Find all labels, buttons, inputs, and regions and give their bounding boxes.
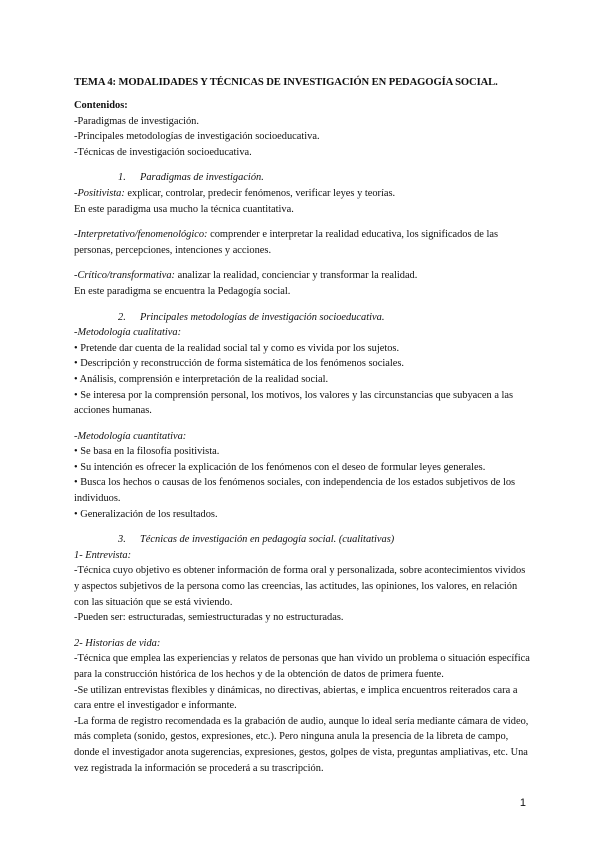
list-item: • Generalización de los resultados. [74, 508, 218, 520]
section-3-heading [74, 532, 530, 548]
list-item: • Se interesa por la comprensión personal, los motivos, los valores y las circunstancias que subyacen a las acciones humanas. [74, 389, 514, 417]
section-title: Principales metodologías de investigación socioeducativa. [140, 311, 385, 323]
subheading-cuantitativa: -Metodología cuantitativa: [74, 430, 187, 442]
paragraph: -La forma de registro recomendada es la grabación de audio, aunque lo ideal sería mediante cámara de video, más completa (sonido, gestos, expresiones, etc.). Pero ninguna anula la presencia de la libreta de campo, donde el investigador anota sugerencias, expresiones, gestos, golpes de vista, preguntas ampliativas, etc. Una vez registrada la información se procederá a su trascripción. [74, 715, 529, 774]
paragraph: -Pueden ser: estructuradas, semiestructuradas y no estructuradas. [74, 612, 344, 624]
section-title: Paradigmas de investigación. [140, 172, 264, 184]
term-text: analizar la realidad, concienciar y transformar la realidad. [175, 270, 418, 282]
contents-item: -Principales metodologías de investigación socioeducativa. [74, 131, 320, 143]
contents-heading: Contenidos: [74, 100, 128, 111]
paragraph-note: En este paradigma se encuentra la Pedagogía social. [74, 285, 291, 297]
paragraph-positivista [74, 186, 530, 202]
term-text: comprender e interpretar la realidad educativa, los significados de las personas, percepciones, intenciones y acciones. [74, 229, 499, 256]
section-2-heading [74, 310, 530, 326]
list-item: • Se basa en la filosofía positivista. [74, 446, 220, 458]
list-item: • Pretende dar cuenta de la realidad social tal y como es vivida por los sujetos. [74, 342, 400, 354]
term-label: -Crítico/transformativa: [74, 270, 176, 282]
section-title: Técnicas de investigación en pedagogía social. (cualitativas) [140, 534, 395, 546]
paragraph: -Se utilizan entrevistas flexibles y dinámicas, no directivas, abiertas, e implica encuentros reiterados cara a cara entre el investigador e informante. [74, 684, 518, 712]
subheading-entrevista: 1- Entrevista: [74, 549, 132, 561]
contents-item: -Técnicas de investigación socioeducativa. [74, 146, 252, 158]
section-number: 3. [118, 534, 126, 546]
document-title: TEMA 4: MODALIDADES Y TÉCNICAS DE INVESTIGACIÓN EN PEDAGOGÍA SOCIAL. [74, 77, 498, 88]
paragraph-critico [74, 268, 530, 284]
paragraph: -Técnica que emplea las experiencias y relatos de personas que han vivido un problema o situación específica para la construcción histórica de los hechos y de la obtención de datos de primera fuente. [74, 653, 530, 680]
list-item: • Busca los hechos o causas de los fenómenos sociales, con independencia de los estados subjetivos de los individuos. [74, 477, 516, 505]
paragraph-note: En este paradigma usa mucho la técnica cuantitativa. [74, 203, 294, 215]
subheading-cualitativa: -Metodología cualitativa: [74, 327, 182, 339]
list-item: • Descripción y reconstrucción de forma sistemática de los fenómenos sociales. [74, 358, 404, 370]
paragraph-interpretativo [74, 227, 530, 258]
subheading-historias: 2- Historias de vida: [74, 637, 161, 649]
term-text: explicar, controlar, predecir fenómenos, verificar leyes y teorías. [124, 187, 396, 199]
contents-item: -Paradigmas de investigación. [74, 115, 199, 127]
section-number: 2. [118, 311, 126, 323]
term-label: -Positivista: [74, 187, 125, 199]
list-item: • Su intención es ofrecer la explicación de los fenómenos con el deseo de formular leyes generales. [74, 461, 486, 473]
section-number: 1. [118, 172, 126, 184]
list-item: • Análisis, comprensión e interpretación de la realidad social. [74, 373, 329, 385]
paragraph: -Técnica cuyo objetivo es obtener información de forma oral y personalizada, sobre acontecimientos vividos y aspectos subjetivos de la persona como las creencias, las actitudes, las opiniones, los valores, en relación con las situación que se está viviendo. [74, 565, 526, 608]
term-label: -Interpretativo/fenomenológico: [74, 229, 208, 241]
section-1-heading [74, 170, 530, 186]
document-body [74, 98, 530, 776]
page-number: 1 [519, 797, 526, 809]
